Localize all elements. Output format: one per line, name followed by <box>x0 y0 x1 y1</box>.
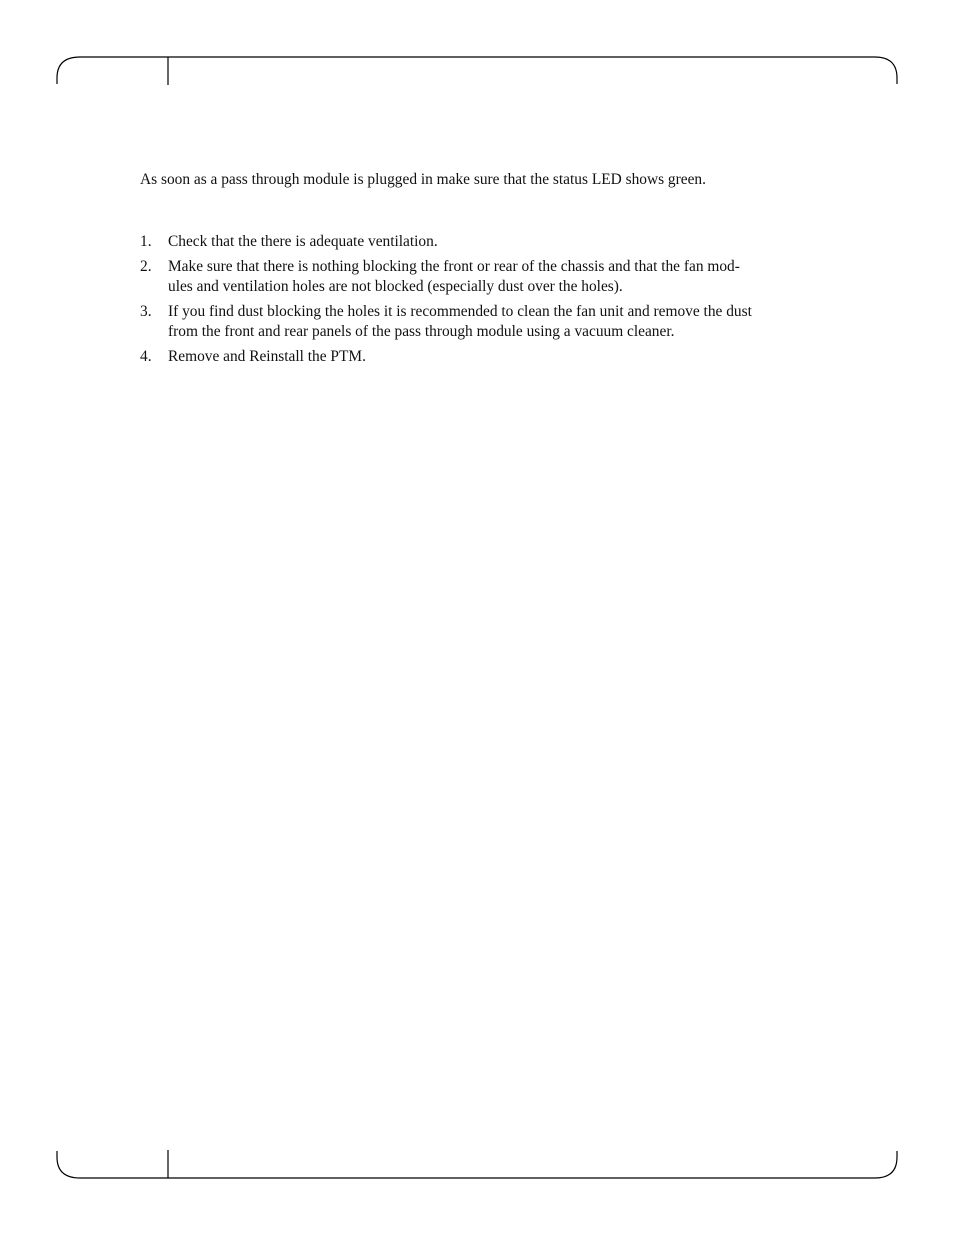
step-text-line: from the front and rear panels of the pass through module using a vacuum cleaner. <box>168 323 675 340</box>
step-text-line: Remove and Reinstall the PTM. <box>168 348 366 365</box>
step-number: 1. <box>140 233 152 250</box>
troubleshooting-steps <box>140 232 820 367</box>
step-text-line: Make sure that there is nothing blocking the front or rear of the chassis and that the fan mod- <box>168 258 740 275</box>
header-rule <box>57 57 897 84</box>
step-item <box>140 257 820 297</box>
step-item <box>140 347 820 367</box>
step-item <box>140 232 820 252</box>
step-number: 4. <box>140 348 152 365</box>
step-text-line: If you find dust blocking the holes it is recommended to clean the fan unit and remove the dust <box>168 303 752 320</box>
step-number: 3. <box>140 303 152 320</box>
intro-paragraph: As soon as a pass through module is plugged in make sure that the status LED shows green. <box>140 171 706 188</box>
step-item <box>140 302 820 342</box>
document-body <box>140 170 820 372</box>
step-text-line: Check that the there is adequate ventilation. <box>168 233 438 250</box>
footer-rule <box>57 1151 897 1178</box>
step-text-line: ules and ventilation holes are not blocked (especially dust over the holes). <box>168 278 623 295</box>
step-number: 2. <box>140 258 152 275</box>
